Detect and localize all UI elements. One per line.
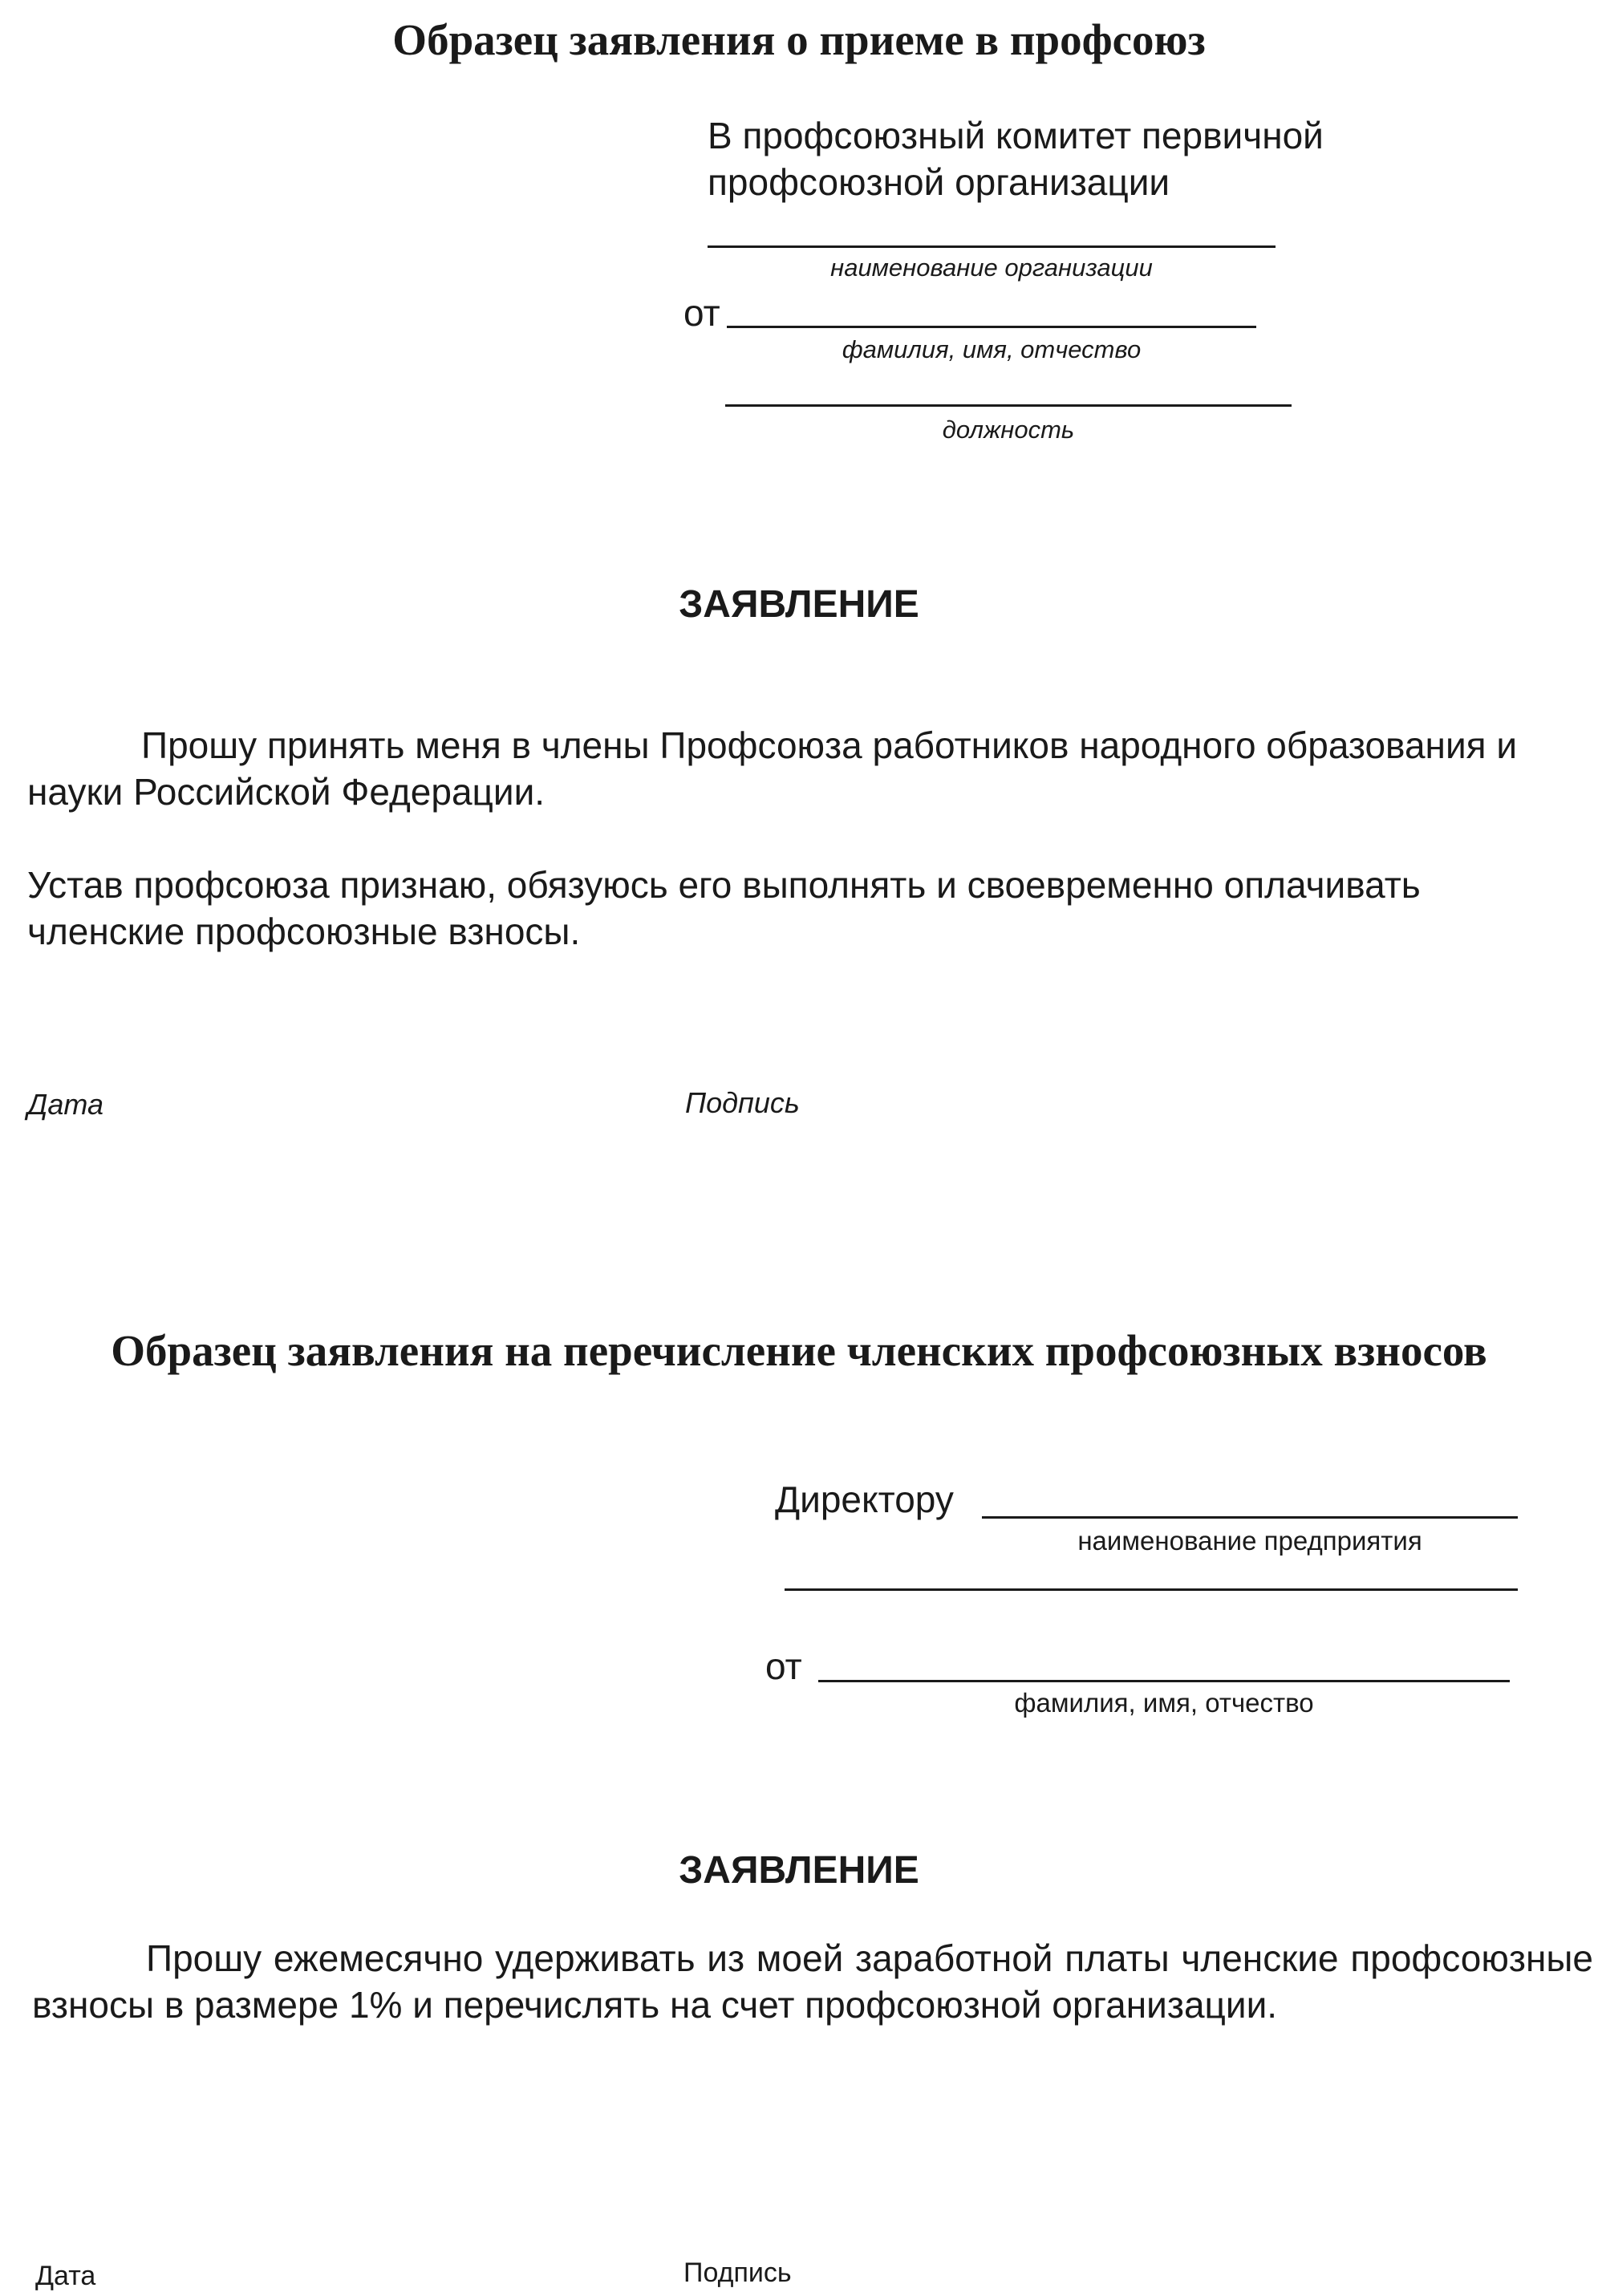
form1-from-label: от	[683, 292, 720, 334]
form2-name-field-line[interactable]	[818, 1680, 1510, 1682]
form2-date-label: Дата	[35, 2261, 96, 2291]
form1-heading: ЗАЯВЛЕНИЕ	[679, 583, 919, 626]
form1-title: Образец заявления о приеме в профсоюз	[392, 15, 1206, 64]
form1-org-field-line[interactable]	[708, 245, 1276, 248]
form1-paragraph1: Прошу принять меня в члены Профсоюза работников народного образования и науки Российской Федерации.	[27, 724, 1518, 813]
form2-paragraph1: Прошу ежемесячно удерживать из моей заработной платы членские профсоюзные взносы в размере 1% и перечислять на счет профсоюзной организации.	[32, 1937, 1593, 2026]
form2-title: Образец заявления на перечисление членских профсоюзных взносов	[111, 1326, 1487, 1375]
form1-addressee-line1: В профсоюзный комитет первичной	[708, 115, 1324, 156]
form1-signature-label: Подпись	[685, 1086, 800, 1119]
form1-caption-org: наименование организации	[830, 254, 1153, 282]
form1-caption-name: фамилия, имя, отчество	[842, 335, 1142, 363]
form2-from-label: от	[765, 1645, 802, 1687]
form2-caption-name: фамилия, имя, отчество	[1014, 1688, 1314, 1718]
form1-name-field-line[interactable]	[727, 326, 1256, 328]
form2-signature-label: Подпись	[683, 2257, 792, 2288]
form1-date-label: Дата	[27, 1088, 103, 1121]
form1-caption-position: должность	[942, 416, 1075, 444]
form2-heading: ЗАЯВЛЕНИЕ	[679, 1849, 919, 1892]
form2-director-label: Директору	[775, 1479, 954, 1520]
form2-director-field-line[interactable]	[982, 1516, 1518, 1519]
form1-position-field-line[interactable]	[725, 404, 1292, 407]
form2-caption-company: наименование предприятия	[1077, 1526, 1422, 1556]
form1-paragraph2: Устав профсоюза признаю, обязуюсь его выполнять и своевременно оплачивать членские профсоюзные взносы.	[27, 864, 1421, 952]
form1-addressee-line2: профсоюзной организации	[708, 161, 1170, 203]
form2-company-field-line[interactable]	[785, 1588, 1518, 1591]
